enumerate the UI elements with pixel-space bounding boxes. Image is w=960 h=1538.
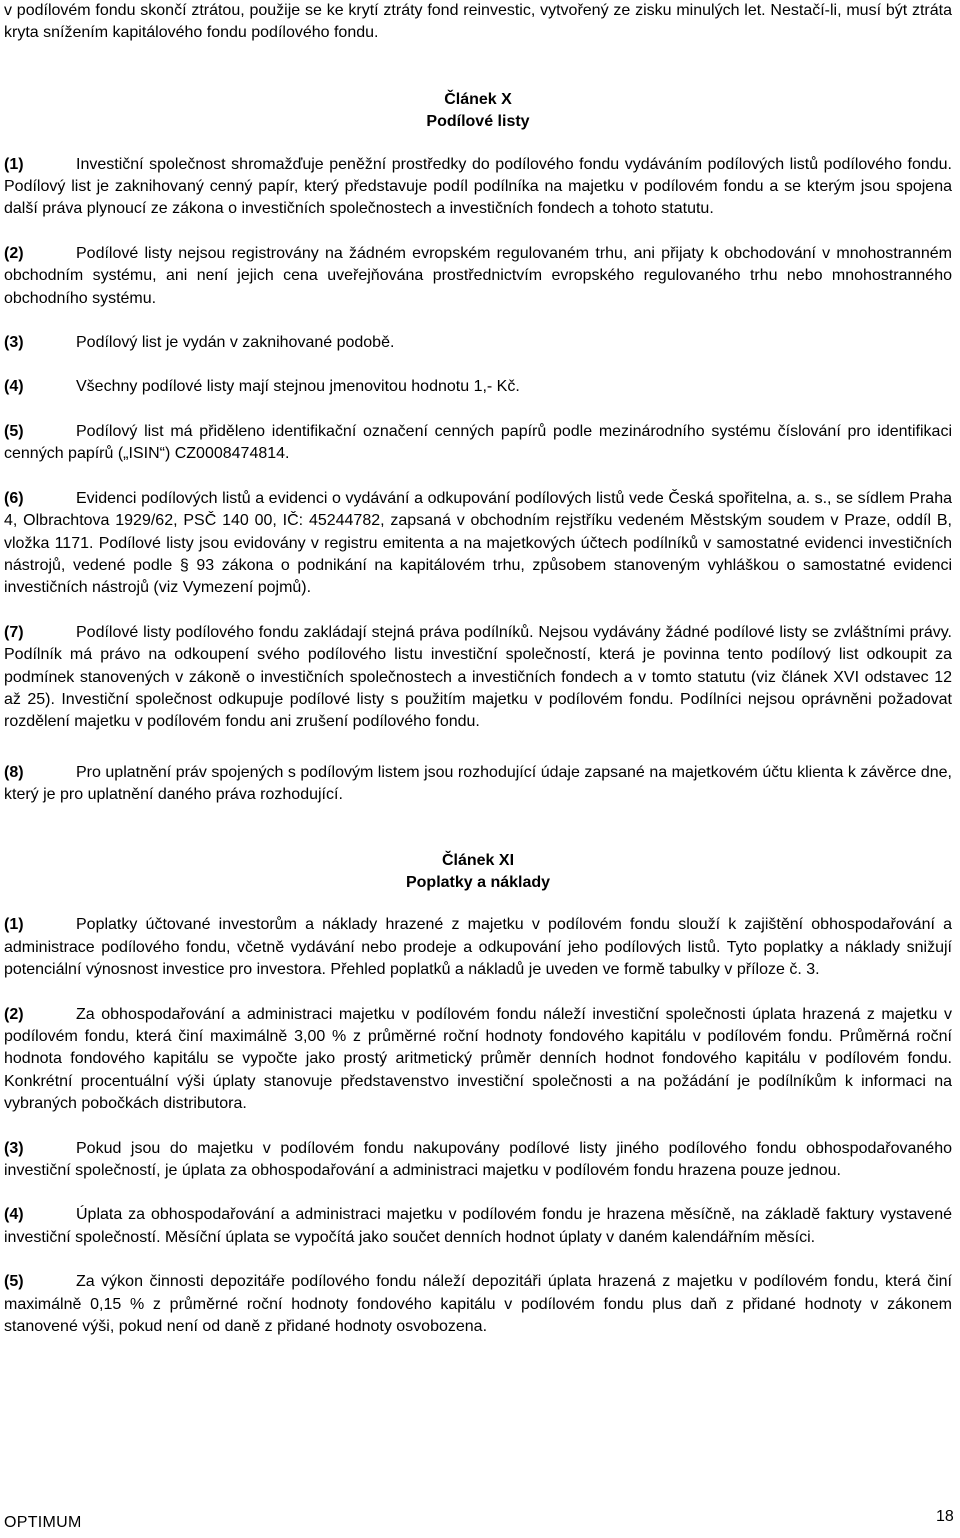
article-10-paragraph-4 xyxy=(4,376,952,398)
paragraph-text: Investiční společnost shromažďuje peněžní prostředky do podílového fondu vydáváním podílových listů podílového fondu. Podílový list je zaknihovaný cenný papír, který představuje podíl podílníka na majetku v podílovém fondu a se kterým jsou spojena další práva plynoucí ze zákona o investičních společnostech a investičních fondech a tohoto statutu. xyxy=(4,155,952,218)
article-10-paragraph-7 xyxy=(4,622,952,734)
footer-page-number: 18 xyxy=(936,1508,954,1525)
article-11-paragraph-3 xyxy=(4,1138,952,1183)
paragraph-number: (1) xyxy=(4,916,24,934)
paragraph-number: (5) xyxy=(4,1273,24,1291)
paragraph-number: (5) xyxy=(4,422,24,440)
article-10-paragraph-5 xyxy=(4,421,952,466)
paragraph-number: (4) xyxy=(4,1206,24,1224)
paragraph-text: Podílové listy podílového fondu zakládají stejná práva podílníků. Nejsou vydávány žádné podílové listy se zvláštními právy. Podílník má právo na odkoupení svého podílového listu investiční společností, která je povinna tento podílový list odkoupit za podmínek stanovených v zákoně o investičních společnostech a investičních fondech a v tomto statutu (viz článek XVI odstavec 12 až 25). Investiční společnost odkupuje podílové listy s použitím majetku v podílovém fondu. Podílníci nejsou oprávněni požadovat rozdělení majetku v podílovém fondu ani zrušení podílového fondu. xyxy=(4,623,952,731)
paragraph-number: (2) xyxy=(4,1005,24,1023)
paragraph-text: Poplatky účtované investorům a náklady hrazené z majetku v podílovém fondu slouží k zajištění obhospodařování a administrace podílového fondu, včetně vydávání nebo prodeje a odkupování jeho podílových listů. Tyto poplatky a náklady snižují potenciální výnosnost investice pro investora. Přehled poplatků a nákladů je uveden ve formě tabulky v příloze č. 3. xyxy=(4,916,952,979)
article-11-title: Článek XI xyxy=(441,851,515,869)
paragraph-number: (1) xyxy=(4,155,24,173)
article-10-paragraph-3 xyxy=(4,332,952,354)
paragraph-text: Evidenci podílových listů a evidenci o vydávání a odkupování podílových listů vede Česká spořitelna, a. s., se sídlem Praha 4, Olbrachtova 1929/62, PSČ 140 00, IČ: 45244782, zapsaná v obchodním rejstříku vedeném Městským soudem v Praze, oddíl B, vložka 1171. Podílové listy jsou evidovány v registru emitenta a na majetkových účtech podílníků v samostatné evidenci investičních nástrojů, vedené podle § 93 zákona o podnikání na kapitálovém trhu, způsobem stanoveným vyhláškou o samostatné evidenci investičních nástrojů (viz Vymezení pojmů). xyxy=(4,489,952,597)
article-10-paragraph-8 xyxy=(4,762,952,807)
paragraph-text: Úplata za obhospodařování a administraci majetku v podílovém fondu je hrazena měsíčně, na základě faktury vystavené investiční společností. Měsíční úplata se vypočítá jako součet denních hodnot úplaty v daném kalendářním měsíci. xyxy=(4,1206,952,1246)
article-10-paragraph-2 xyxy=(4,243,952,310)
article-11-subtitle: Poplatky a náklady xyxy=(405,873,551,891)
article-10-subtitle: Podílové listy xyxy=(426,113,530,131)
paragraph-number: (3) xyxy=(4,334,24,352)
paragraph-number: (6) xyxy=(4,489,24,507)
paragraph-text: Všechny podílové listy mají stejnou jmenovitou hodnotu 1,- Kč. xyxy=(76,378,520,396)
article-10-paragraph-6 xyxy=(4,488,952,600)
intro-paragraph: v podílovém fondu skončí ztrátou, použije se ke krytí ztráty fond reinvestic, vytvořený ze zisku minulých let. Nestačí-li, musí být ztráta kryta snížením kapitálového fondu podílového fondu. xyxy=(4,2,952,42)
footer-fund-name: OPTIMUM xyxy=(4,1514,82,1531)
article-10-title: Článek X xyxy=(444,90,512,108)
paragraph-text: Podílový list je vydán v zaknihované podobě. xyxy=(76,334,395,352)
article-11-paragraph-2 xyxy=(4,1004,952,1116)
article-11-paragraph-1 xyxy=(4,914,952,981)
paragraph-text: Za výkon činnosti depozitáře podílového fondu náleží depozitáři úplata hrazená z majetku v podílovém fondu, která činí maximálně 0,15 % z průměrné roční hodnoty fondového kapitálu v podílovém fondu plus daň z přidané hodnoty v zákonem stanovené výši, pokud není od daně z přidané hodnoty osvobozena. xyxy=(4,1273,952,1336)
paragraph-number: (4) xyxy=(4,378,24,396)
paragraph-text: Podílový list má přiděleno identifikační označení cenných papírů podle mezinárodního systému číslování pro identifikaci cenných papírů („ISIN“) CZ0008474814. xyxy=(4,422,952,463)
paragraph-number: (7) xyxy=(4,623,24,641)
paragraph-text: Podílové listy nejsou registrovány na žádném evropském regulovaném trhu, ani přijaty k obchodování v mnohostranném obchodním systému, ani není jejich cena uveřejňována prostřednictvím evropského regulovaného trhu nebo mnohostranného obchodního systému. xyxy=(4,244,952,307)
paragraph-text: Pro uplatnění práv spojených s podílovým listem jsou rozhodující údaje zapsané na majetkovém účtu klienta k závěrce dne, který je pro uplatnění daného práva rozhodující. xyxy=(4,763,952,804)
paragraph-number: (3) xyxy=(4,1139,24,1157)
article-11-paragraph-4 xyxy=(4,1204,952,1249)
document-page xyxy=(4,0,952,1338)
paragraph-text: Pokud jsou do majetku v podílovém fondu nakupovány podílové listy jiného podílového fondu obhospodařovaného investiční společností, je úplata za obhospodařování a administraci majetku v podílovém fondu hrazena pouze jednou. xyxy=(4,1139,952,1180)
paragraph-number: (8) xyxy=(4,763,24,781)
paragraph-number: (2) xyxy=(4,244,24,262)
paragraph-text: Za obhospodařování a administraci majetku v podílovém fondu náleží investiční společnosti úplata hrazená z majetku v podílovém fondu, která činí maximálně 3,00 % z průměrné roční hodnoty fondového kapitálu v podílovém fondu. Průměrná roční hodnota fondového kapitálu se vypočte jako prostý aritmetický průměr denních hodnot fondového kapitálu v podílovém fondu. Konkrétní procentuální výši úplaty stanovuje představenstvo investiční společnosti a na požádání je podílníkům k informaci na vybraných pobočkách distributora. xyxy=(4,1005,952,1113)
article-10-paragraph-1 xyxy=(4,154,952,221)
article-10-heading xyxy=(4,89,952,134)
article-11-heading xyxy=(4,850,952,895)
article-11-paragraph-5 xyxy=(4,1271,952,1338)
